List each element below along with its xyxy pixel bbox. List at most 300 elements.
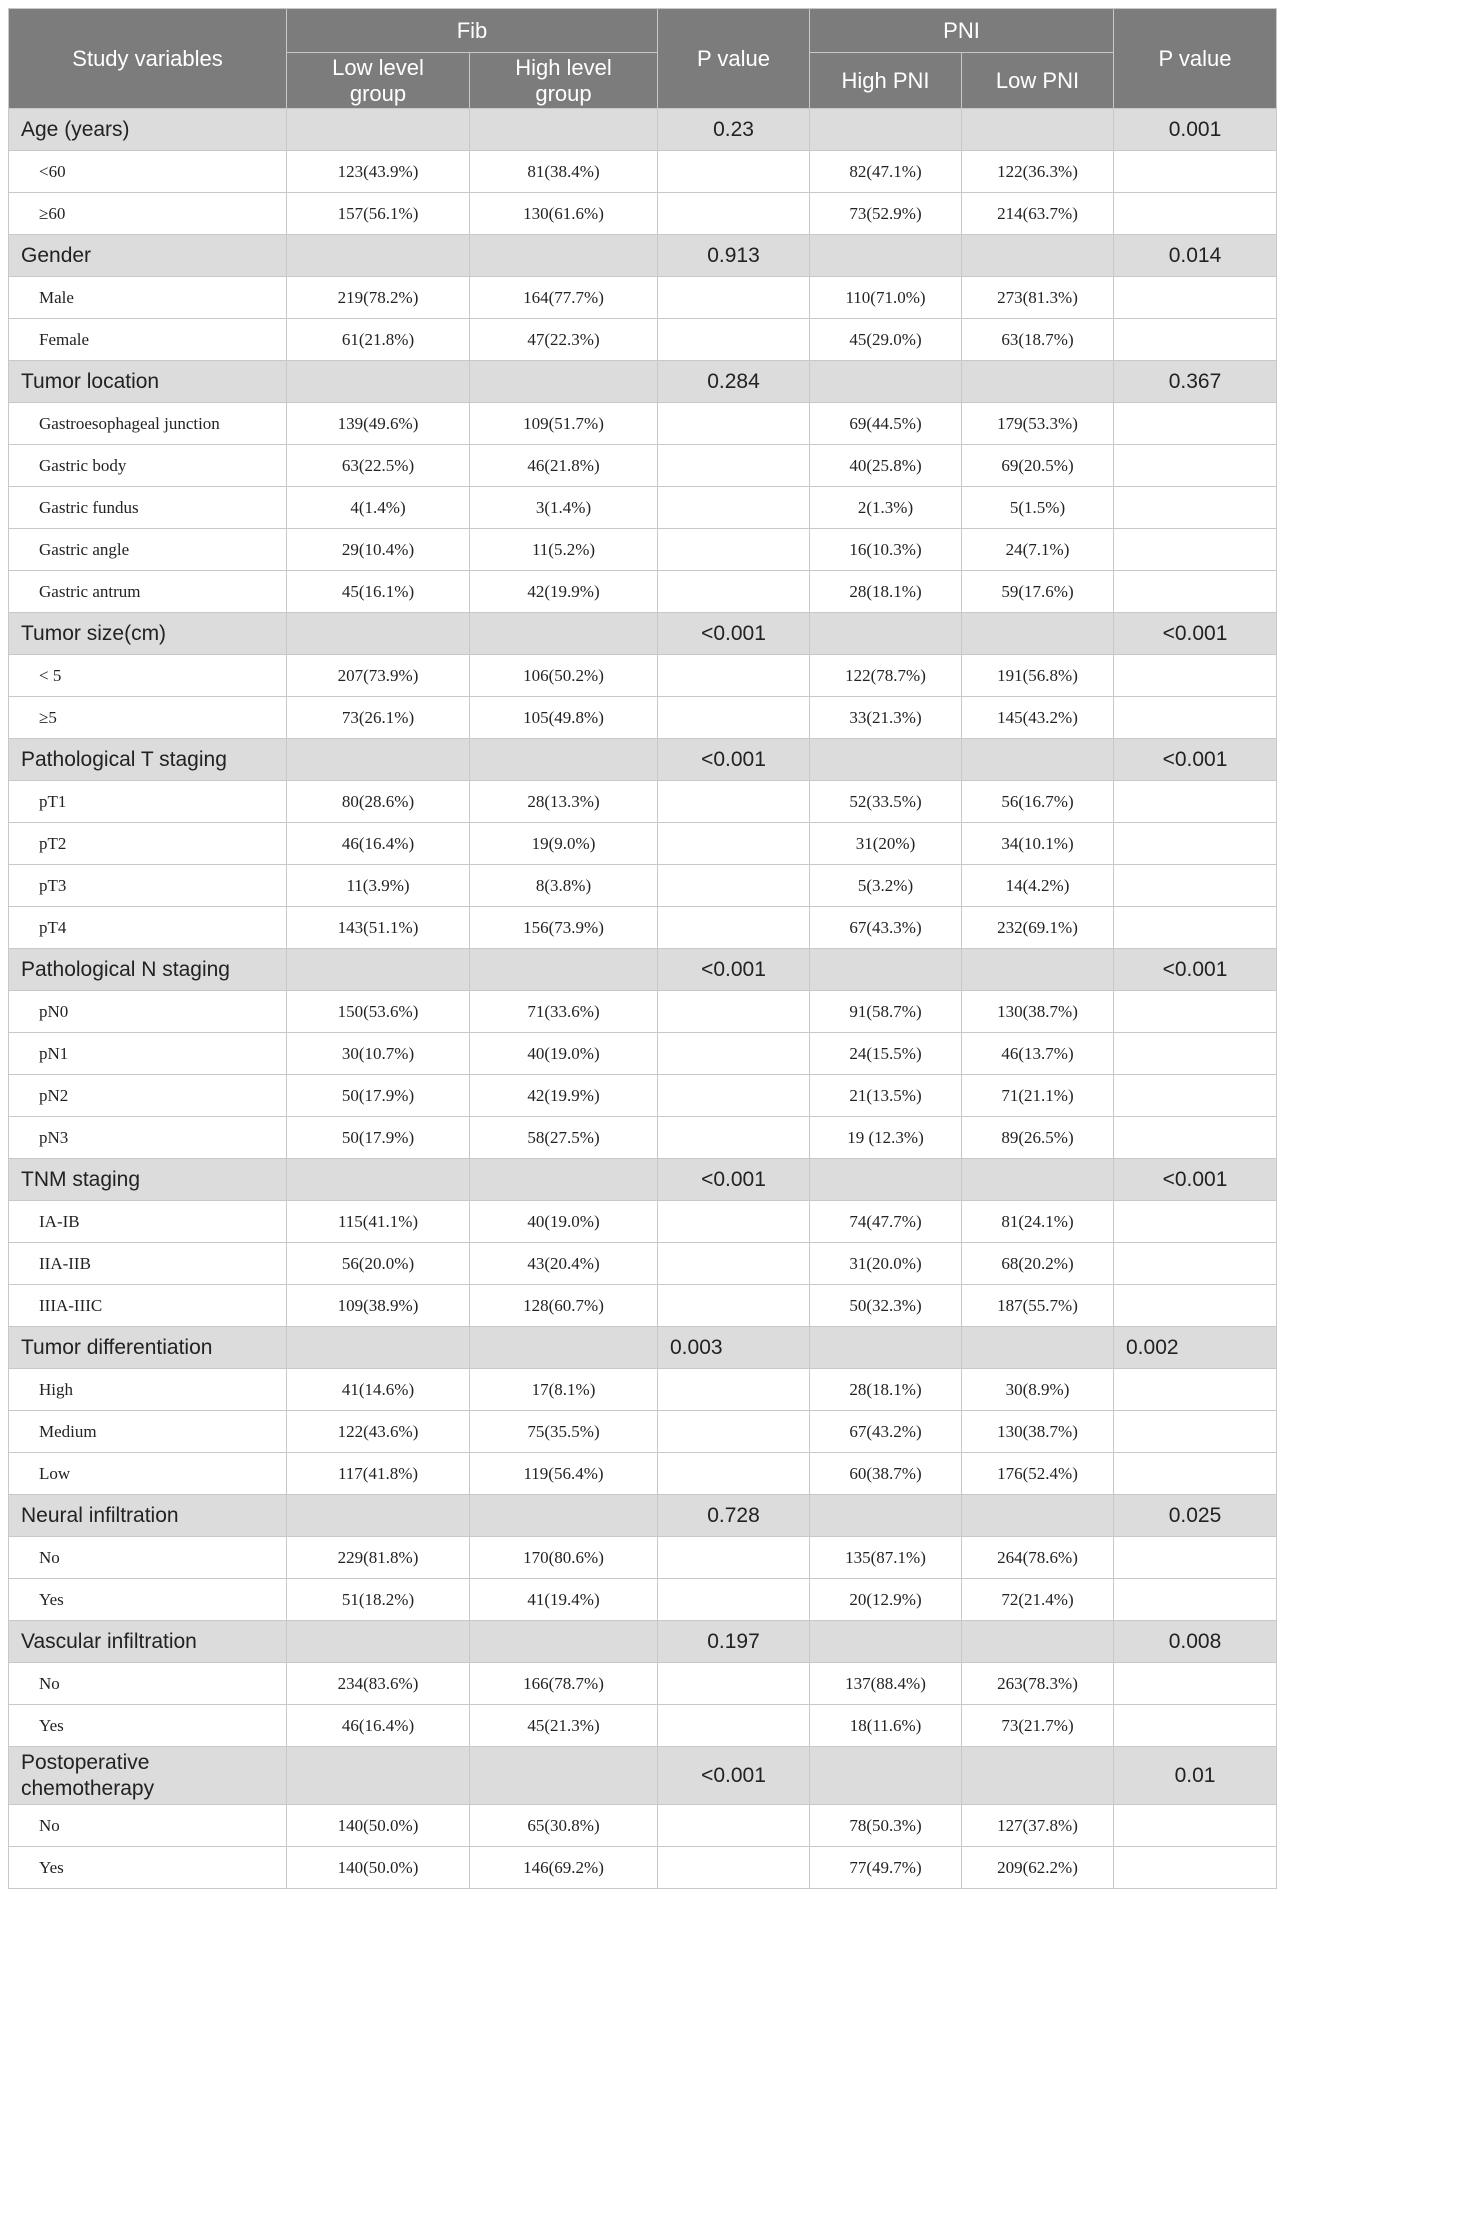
table-row — [9, 1663, 1277, 1705]
pni-high-value: 74(47.7%) — [810, 1201, 962, 1243]
table-row — [9, 1285, 1277, 1327]
fib-low-value: 140(50.0%) — [287, 1805, 470, 1847]
fib-low-value: 63(22.5%) — [287, 445, 470, 487]
fib-high-value: 45(21.3%) — [470, 1705, 658, 1747]
fib-high-value: 106(50.2%) — [470, 655, 658, 697]
fib-low-value: 234(83.6%) — [287, 1663, 470, 1705]
fib-high-value: 41(19.4%) — [470, 1579, 658, 1621]
pni-low-value: 68(20.2%) — [962, 1243, 1114, 1285]
empty-cell — [1114, 277, 1277, 319]
fib-high-value: 105(49.8%) — [470, 697, 658, 739]
p-value-pni: <0.001 — [1114, 613, 1277, 655]
category-label: Pathological T staging — [9, 739, 287, 781]
header-p-value-pni: P value — [1114, 9, 1277, 109]
empty-cell — [962, 1327, 1114, 1369]
fib-high-value: 170(80.6%) — [470, 1537, 658, 1579]
p-value-fib: 0.23 — [658, 109, 810, 151]
fib-high-value: 71(33.6%) — [470, 991, 658, 1033]
empty-cell — [1114, 445, 1277, 487]
fib-low-value: 73(26.1%) — [287, 697, 470, 739]
p-value-fib: 0.913 — [658, 235, 810, 277]
data-table — [8, 8, 1277, 1889]
pni-high-value: 67(43.3%) — [810, 907, 962, 949]
empty-cell — [658, 277, 810, 319]
empty-cell — [658, 1201, 810, 1243]
fib-low-value: 30(10.7%) — [287, 1033, 470, 1075]
empty-cell — [1114, 1201, 1277, 1243]
empty-cell — [658, 403, 810, 445]
table-row — [9, 1847, 1277, 1889]
p-value-fib: 0.728 — [658, 1495, 810, 1537]
table-row — [9, 865, 1277, 907]
fib-high-value: 58(27.5%) — [470, 1117, 658, 1159]
header-fib: Fib — [287, 9, 658, 53]
empty-cell — [470, 739, 658, 781]
empty-cell — [810, 235, 962, 277]
table-row — [9, 529, 1277, 571]
header-pni: PNI — [810, 9, 1114, 53]
row-label: pT3 — [9, 865, 287, 907]
pni-low-value: 191(56.8%) — [962, 655, 1114, 697]
empty-cell — [1114, 403, 1277, 445]
row-label: No — [9, 1663, 287, 1705]
pni-high-value: 69(44.5%) — [810, 403, 962, 445]
fib-low-value: 150(53.6%) — [287, 991, 470, 1033]
fib-low-value: 41(14.6%) — [287, 1369, 470, 1411]
row-label: pN1 — [9, 1033, 287, 1075]
fib-low-value: 123(43.9%) — [287, 151, 470, 193]
category-row — [9, 109, 1277, 151]
pni-high-value: 135(87.1%) — [810, 1537, 962, 1579]
empty-cell — [658, 151, 810, 193]
empty-cell — [1114, 1411, 1277, 1453]
pni-low-value: 263(78.3%) — [962, 1663, 1114, 1705]
fib-low-value: 80(28.6%) — [287, 781, 470, 823]
row-label: No — [9, 1805, 287, 1847]
empty-cell — [658, 319, 810, 361]
fib-low-value: 4(1.4%) — [287, 487, 470, 529]
fib-high-value: 109(51.7%) — [470, 403, 658, 445]
pni-low-value: 81(24.1%) — [962, 1201, 1114, 1243]
empty-cell — [658, 1579, 810, 1621]
pni-high-value: 60(38.7%) — [810, 1453, 962, 1495]
empty-cell — [810, 949, 962, 991]
empty-cell — [287, 361, 470, 403]
table-row — [9, 151, 1277, 193]
table-row — [9, 1243, 1277, 1285]
empty-cell — [287, 949, 470, 991]
header-p-value-fib: P value — [658, 9, 810, 109]
empty-cell — [1114, 991, 1277, 1033]
empty-cell — [470, 361, 658, 403]
row-label: pT1 — [9, 781, 287, 823]
empty-cell — [962, 739, 1114, 781]
empty-cell — [658, 823, 810, 865]
empty-cell — [1114, 571, 1277, 613]
table-row — [9, 277, 1277, 319]
empty-cell — [962, 613, 1114, 655]
pni-low-value: 14(4.2%) — [962, 865, 1114, 907]
fib-high-value: 46(21.8%) — [470, 445, 658, 487]
fib-high-value: 128(60.7%) — [470, 1285, 658, 1327]
fib-high-value: 166(78.7%) — [470, 1663, 658, 1705]
pni-low-value: 273(81.3%) — [962, 277, 1114, 319]
fib-low-value: 229(81.8%) — [287, 1537, 470, 1579]
fib-low-value: 45(16.1%) — [287, 571, 470, 613]
empty-cell — [658, 1411, 810, 1453]
category-label: Tumor differentiation — [9, 1327, 287, 1369]
table-body — [9, 109, 1277, 1889]
table-row — [9, 697, 1277, 739]
pni-low-value: 179(53.3%) — [962, 403, 1114, 445]
row-label: < 5 — [9, 655, 287, 697]
pni-low-value: 209(62.2%) — [962, 1847, 1114, 1889]
fib-high-value: 19(9.0%) — [470, 823, 658, 865]
empty-cell — [470, 235, 658, 277]
pni-low-value: 63(18.7%) — [962, 319, 1114, 361]
pni-high-value: 40(25.8%) — [810, 445, 962, 487]
p-value-pni: 0.008 — [1114, 1621, 1277, 1663]
row-label: pT4 — [9, 907, 287, 949]
pni-low-value: 130(38.7%) — [962, 1411, 1114, 1453]
pni-low-value: 69(20.5%) — [962, 445, 1114, 487]
empty-cell — [1114, 655, 1277, 697]
empty-cell — [810, 1495, 962, 1537]
fib-low-value: 11(3.9%) — [287, 865, 470, 907]
empty-cell — [810, 613, 962, 655]
empty-cell — [658, 907, 810, 949]
row-label: Yes — [9, 1579, 287, 1621]
p-value-fib: <0.001 — [658, 1159, 810, 1201]
table-row — [9, 1579, 1277, 1621]
fib-high-value: 119(56.4%) — [470, 1453, 658, 1495]
empty-cell — [1114, 1705, 1277, 1747]
p-value-pni: 0.025 — [1114, 1495, 1277, 1537]
table-row — [9, 571, 1277, 613]
empty-cell — [658, 865, 810, 907]
pni-high-value: 77(49.7%) — [810, 1847, 962, 1889]
pni-low-value: 130(38.7%) — [962, 991, 1114, 1033]
row-label: High — [9, 1369, 287, 1411]
p-value-pni: 0.002 — [1114, 1327, 1277, 1369]
empty-cell — [1114, 907, 1277, 949]
pni-low-value: 30(8.9%) — [962, 1369, 1114, 1411]
pni-high-value: 33(21.3%) — [810, 697, 962, 739]
pni-high-value: 122(78.7%) — [810, 655, 962, 697]
category-row — [9, 1327, 1277, 1369]
category-row — [9, 235, 1277, 277]
fib-high-value: 42(19.9%) — [470, 571, 658, 613]
pni-high-value: 78(50.3%) — [810, 1805, 962, 1847]
category-row — [9, 1495, 1277, 1537]
pni-low-value: 59(17.6%) — [962, 571, 1114, 613]
empty-cell — [810, 1621, 962, 1663]
fib-high-value: 146(69.2%) — [470, 1847, 658, 1889]
empty-cell — [1114, 823, 1277, 865]
category-label: Age (years) — [9, 109, 287, 151]
header-study-variables: Study variables — [9, 9, 287, 109]
fib-low-value: 61(21.8%) — [287, 319, 470, 361]
category-label: Tumor size(cm) — [9, 613, 287, 655]
empty-cell — [658, 991, 810, 1033]
empty-cell — [658, 445, 810, 487]
empty-cell — [470, 1327, 658, 1369]
pni-high-value: 45(29.0%) — [810, 319, 962, 361]
pni-high-value: 91(58.7%) — [810, 991, 962, 1033]
pni-low-value: 122(36.3%) — [962, 151, 1114, 193]
category-row — [9, 1159, 1277, 1201]
row-label: Male — [9, 277, 287, 319]
empty-cell — [810, 739, 962, 781]
empty-cell — [1114, 529, 1277, 571]
empty-cell — [658, 1847, 810, 1889]
empty-cell — [658, 1805, 810, 1847]
empty-cell — [470, 109, 658, 151]
empty-cell — [810, 1159, 962, 1201]
empty-cell — [810, 1747, 962, 1805]
table-row — [9, 1805, 1277, 1847]
category-label: Postoperative chemotherapy — [9, 1747, 287, 1805]
empty-cell — [287, 1159, 470, 1201]
fib-low-value: 207(73.9%) — [287, 655, 470, 697]
empty-cell — [658, 1243, 810, 1285]
fib-high-value: 81(38.4%) — [470, 151, 658, 193]
empty-cell — [287, 613, 470, 655]
empty-cell — [1114, 1847, 1277, 1889]
pni-high-value: 31(20.0%) — [810, 1243, 962, 1285]
pni-low-value: 56(16.7%) — [962, 781, 1114, 823]
empty-cell — [1114, 1453, 1277, 1495]
pni-low-value: 145(43.2%) — [962, 697, 1114, 739]
empty-cell — [1114, 319, 1277, 361]
fib-low-value: 46(16.4%) — [287, 1705, 470, 1747]
p-value-fib: <0.001 — [658, 1747, 810, 1805]
table-row — [9, 991, 1277, 1033]
empty-cell — [1114, 193, 1277, 235]
pni-high-value: 16(10.3%) — [810, 529, 962, 571]
pni-low-value: 46(13.7%) — [962, 1033, 1114, 1075]
table-row — [9, 193, 1277, 235]
header-fib-high: High level group — [470, 53, 658, 109]
empty-cell — [470, 949, 658, 991]
empty-cell — [962, 109, 1114, 151]
empty-cell — [470, 1159, 658, 1201]
pni-high-value: 5(3.2%) — [810, 865, 962, 907]
empty-cell — [658, 1369, 810, 1411]
empty-cell — [1114, 1075, 1277, 1117]
pni-low-value: 72(21.4%) — [962, 1579, 1114, 1621]
pni-high-value: 2(1.3%) — [810, 487, 962, 529]
empty-cell — [658, 529, 810, 571]
pni-low-value: 34(10.1%) — [962, 823, 1114, 865]
table-row — [9, 1537, 1277, 1579]
empty-cell — [658, 1705, 810, 1747]
row-label: ≥60 — [9, 193, 287, 235]
empty-cell — [1114, 1033, 1277, 1075]
empty-cell — [658, 1663, 810, 1705]
p-value-pni: <0.001 — [1114, 1159, 1277, 1201]
p-value-fib: <0.001 — [658, 949, 810, 991]
fib-high-value: 75(35.5%) — [470, 1411, 658, 1453]
empty-cell — [287, 235, 470, 277]
empty-cell — [287, 739, 470, 781]
fib-high-value: 43(20.4%) — [470, 1243, 658, 1285]
fib-low-value: 140(50.0%) — [287, 1847, 470, 1889]
empty-cell — [1114, 1537, 1277, 1579]
pni-high-value: 82(47.1%) — [810, 151, 962, 193]
fib-high-value: 28(13.3%) — [470, 781, 658, 823]
row-label: IIIA-IIIC — [9, 1285, 287, 1327]
pni-high-value: 137(88.4%) — [810, 1663, 962, 1705]
empty-cell — [287, 1495, 470, 1537]
empty-cell — [810, 361, 962, 403]
pni-high-value: 50(32.3%) — [810, 1285, 962, 1327]
empty-cell — [1114, 781, 1277, 823]
table-row — [9, 445, 1277, 487]
category-label: Neural infiltration — [9, 1495, 287, 1537]
empty-cell — [658, 1285, 810, 1327]
table-row — [9, 1411, 1277, 1453]
pni-low-value: 264(78.6%) — [962, 1537, 1114, 1579]
row-label: Gastric angle — [9, 529, 287, 571]
empty-cell — [470, 1747, 658, 1805]
pni-low-value: 5(1.5%) — [962, 487, 1114, 529]
empty-cell — [658, 1075, 810, 1117]
category-row — [9, 739, 1277, 781]
row-label: <60 — [9, 151, 287, 193]
p-value-fib: <0.001 — [658, 613, 810, 655]
pni-high-value: 67(43.2%) — [810, 1411, 962, 1453]
empty-cell — [287, 1621, 470, 1663]
table-row — [9, 1033, 1277, 1075]
empty-cell — [1114, 151, 1277, 193]
row-label: Gastric fundus — [9, 487, 287, 529]
table-row — [9, 907, 1277, 949]
row-label: Gastric body — [9, 445, 287, 487]
pni-high-value: 28(18.1%) — [810, 1369, 962, 1411]
table-row — [9, 487, 1277, 529]
fib-high-value: 47(22.3%) — [470, 319, 658, 361]
table-row — [9, 403, 1277, 445]
empty-cell — [1114, 865, 1277, 907]
table-row — [9, 1201, 1277, 1243]
pni-low-value: 71(21.1%) — [962, 1075, 1114, 1117]
fib-high-value: 42(19.9%) — [470, 1075, 658, 1117]
empty-cell — [287, 1747, 470, 1805]
empty-cell — [658, 487, 810, 529]
fib-low-value: 115(41.1%) — [287, 1201, 470, 1243]
empty-cell — [1114, 1117, 1277, 1159]
category-label: Tumor location — [9, 361, 287, 403]
table-row — [9, 823, 1277, 865]
table-row — [9, 655, 1277, 697]
header-fib-low: Low level group — [287, 53, 470, 109]
fib-low-value: 139(49.6%) — [287, 403, 470, 445]
empty-cell — [962, 949, 1114, 991]
fib-high-value: 11(5.2%) — [470, 529, 658, 571]
fib-high-value: 156(73.9%) — [470, 907, 658, 949]
category-label: Vascular infiltration — [9, 1621, 287, 1663]
fib-low-value: 46(16.4%) — [287, 823, 470, 865]
p-value-fib: 0.197 — [658, 1621, 810, 1663]
fib-high-value: 3(1.4%) — [470, 487, 658, 529]
fib-high-value: 40(19.0%) — [470, 1033, 658, 1075]
empty-cell — [658, 193, 810, 235]
row-label: IIA-IIB — [9, 1243, 287, 1285]
empty-cell — [470, 1621, 658, 1663]
table-container — [8, 8, 1276, 1889]
table-row — [9, 1369, 1277, 1411]
row-label: pN0 — [9, 991, 287, 1033]
empty-cell — [962, 1747, 1114, 1805]
pni-high-value: 21(13.5%) — [810, 1075, 962, 1117]
table-row — [9, 781, 1277, 823]
empty-cell — [962, 1621, 1114, 1663]
row-label: Female — [9, 319, 287, 361]
fib-high-value: 8(3.8%) — [470, 865, 658, 907]
empty-cell — [470, 1495, 658, 1537]
empty-cell — [1114, 1579, 1277, 1621]
pni-low-value: 24(7.1%) — [962, 529, 1114, 571]
p-value-pni: 0.367 — [1114, 361, 1277, 403]
p-value-fib: <0.001 — [658, 739, 810, 781]
fib-low-value: 117(41.8%) — [287, 1453, 470, 1495]
row-label: pN2 — [9, 1075, 287, 1117]
p-value-pni: <0.001 — [1114, 949, 1277, 991]
empty-cell — [287, 1327, 470, 1369]
fib-low-value: 56(20.0%) — [287, 1243, 470, 1285]
empty-cell — [1114, 1805, 1277, 1847]
pni-high-value: 73(52.9%) — [810, 193, 962, 235]
row-label: Yes — [9, 1705, 287, 1747]
row-label: Gastroesophageal junction — [9, 403, 287, 445]
row-label: IA-IB — [9, 1201, 287, 1243]
pni-high-value: 52(33.5%) — [810, 781, 962, 823]
empty-cell — [1114, 1663, 1277, 1705]
p-value-pni: <0.001 — [1114, 739, 1277, 781]
category-row — [9, 613, 1277, 655]
row-label: pT2 — [9, 823, 287, 865]
empty-cell — [810, 109, 962, 151]
empty-cell — [658, 571, 810, 613]
row-label: No — [9, 1537, 287, 1579]
row-label: Gastric antrum — [9, 571, 287, 613]
header-pni-high: High PNI — [810, 53, 962, 109]
table-row — [9, 1075, 1277, 1117]
table-row — [9, 319, 1277, 361]
fib-low-value: 122(43.6%) — [287, 1411, 470, 1453]
pni-high-value: 31(20%) — [810, 823, 962, 865]
category-row — [9, 361, 1277, 403]
empty-cell — [658, 1117, 810, 1159]
pni-high-value: 24(15.5%) — [810, 1033, 962, 1075]
pni-high-value: 20(12.9%) — [810, 1579, 962, 1621]
fib-high-value: 17(8.1%) — [470, 1369, 658, 1411]
row-label: pN3 — [9, 1117, 287, 1159]
empty-cell — [658, 697, 810, 739]
fib-low-value: 109(38.9%) — [287, 1285, 470, 1327]
pni-low-value: 187(55.7%) — [962, 1285, 1114, 1327]
fib-low-value: 50(17.9%) — [287, 1117, 470, 1159]
p-value-pni: 0.014 — [1114, 235, 1277, 277]
fib-high-value: 40(19.0%) — [470, 1201, 658, 1243]
pni-low-value: 214(63.7%) — [962, 193, 1114, 235]
empty-cell — [658, 655, 810, 697]
fib-low-value: 157(56.1%) — [287, 193, 470, 235]
pni-high-value: 18(11.6%) — [810, 1705, 962, 1747]
category-label: TNM staging — [9, 1159, 287, 1201]
p-value-pni: 0.01 — [1114, 1747, 1277, 1805]
